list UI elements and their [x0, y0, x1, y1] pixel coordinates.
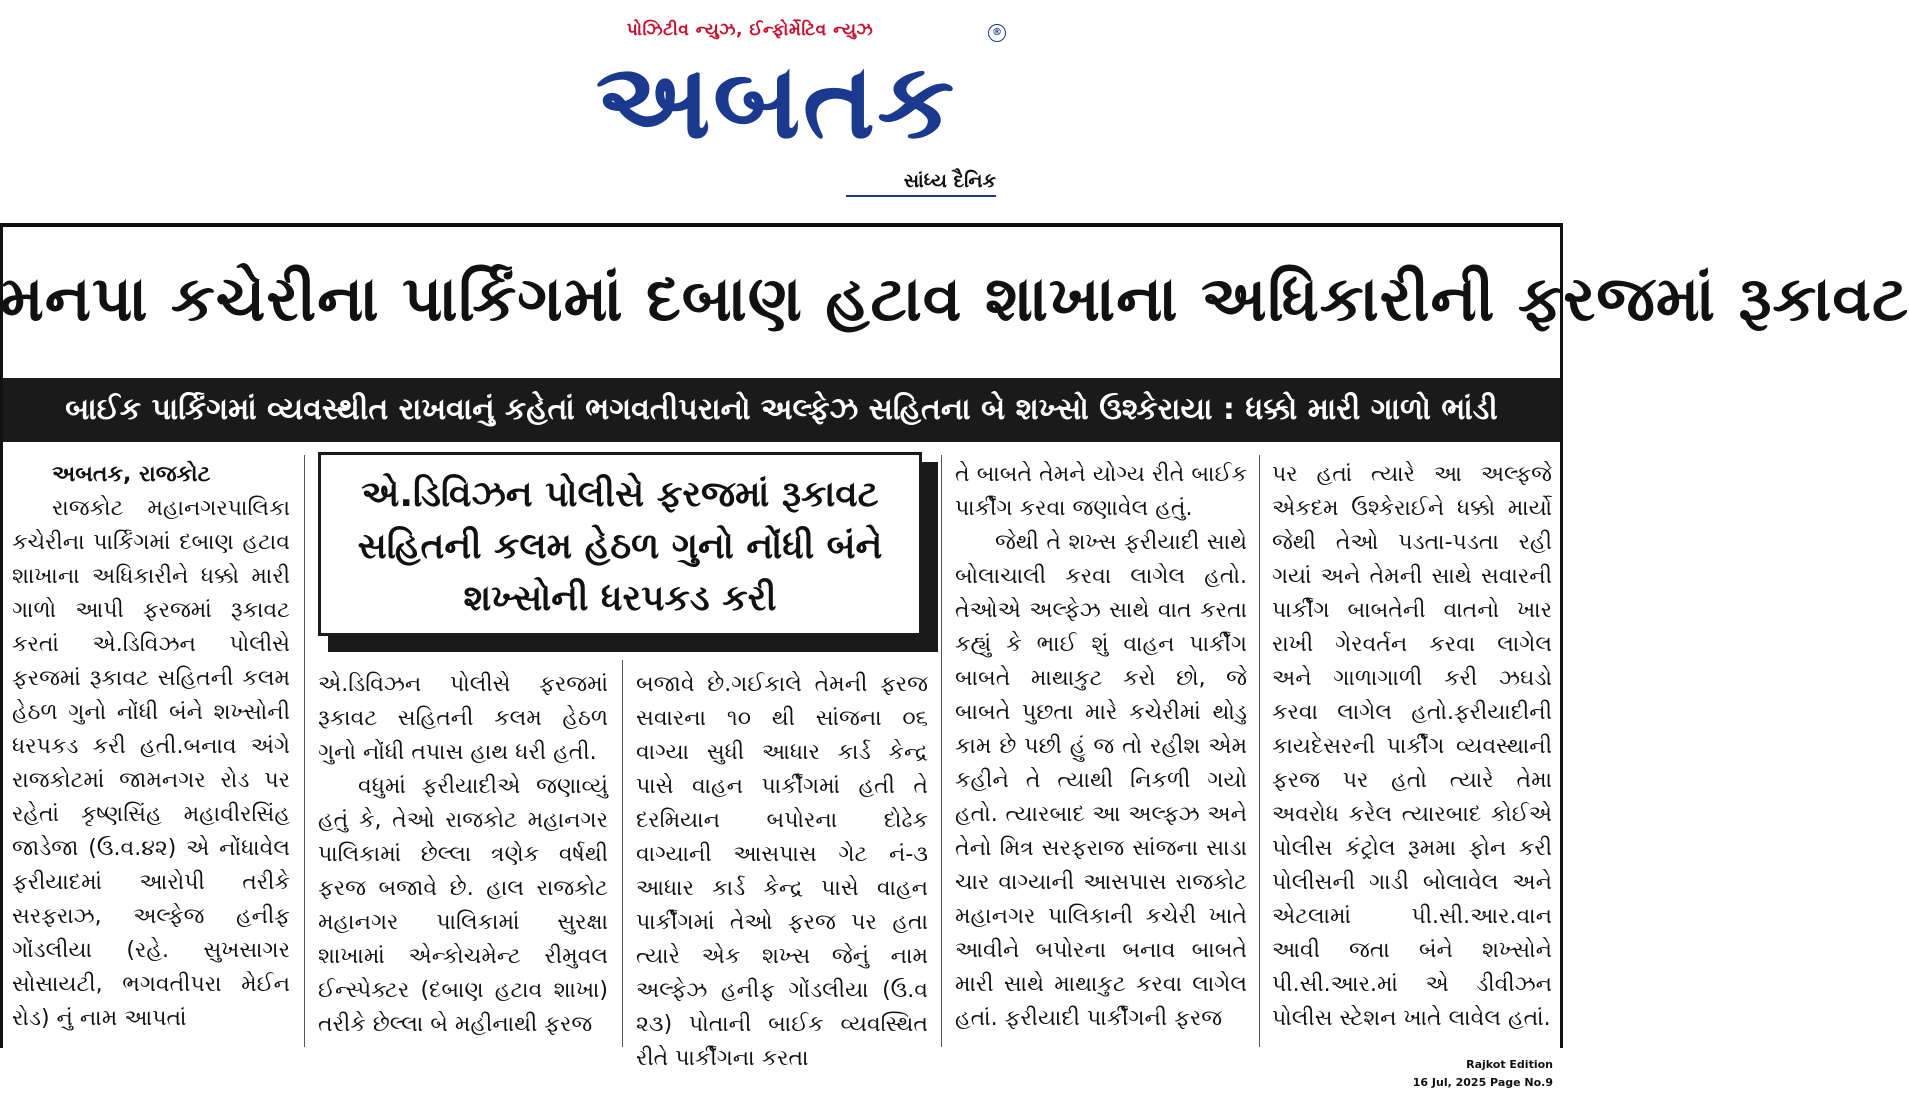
- article-paragraph: એ.ડિવિઝન પોલીસે ફરજમાં રૂકાવટ સહિતની કલમ હેઠળ ગુનો નોંધી તપાસ હાથ ધરી હતી.: [318, 672, 608, 765]
- column-divider: [304, 455, 305, 1047]
- article-column-2: [318, 668, 608, 1042]
- article-headline: મનપા કચેરીના પાર્કિંગમાં દબાણ હટાવ શાખાના અધિકારીની ફરજમાં રૂકાવટ: [0, 262, 1909, 335]
- masthead: [0, 0, 1563, 215]
- column-divider: [1259, 455, 1260, 1047]
- article-paragraph: તે બાબતે તેમને યોગ્ય રીતે બાઈક પાર્કીંગ કરવા જણાવેલ હતું.: [955, 462, 1247, 521]
- newspaper-logo: અબતક: [595, 40, 957, 162]
- article-paragraph: રાજકોટ મહાનગરપાલિકા કચેરીના પાર્કિંગમાં દબાણ હટાવ શાખાના અધિકારીને ધક્કો મારી ગાળો આપી ફરજમાં રૂકાવટ કરતાં એ.ડિવિઝન પોલીસે ફરજમાં રૂકાવટ સહિતની કલમ હેઠળ ગુનો નોંધી બંને શખ્સોની ધરપકડ કરી હતી.બનાવ અંગે રાજકોટમાં જામનગર રોડ પર રહેતાં કૃષ્ણસિંહ મહાવીરસિંહ જાડેજા (ઉ.વ.૪૨) એ નોંધાવેલ ફરીયાદમાં આરોપી તરીકે સરફરાઝ, અલ્ફેજ હનીફ ગોંડલીયા (રહે. સુખસાગર સોસાયટી, ભગવતીપરા મેઈન રોડ) નું નામ આપતાં: [12, 496, 290, 1031]
- article-paragraph: બજાવે છે.ગઈકાલે તેમની ફરજ સવારના ૧૦ થી સાંજના ૦૬ વાગ્યા સુધી આધાર કાર્ડ કેન્દ્ર પાસે વાહન પાર્કીંગમાં હતી તે દરમિયાન બપોરના દોઢેક વાગ્યાની આસપાસ ગેટ નં-૩ આધાર કાર્ડ કેન્દ્ર પાસે વાહન પાર્કીંગમાં તેઓ ફરજ પર હતા ત્યારે એક શખ્સ જેનું નામ અલ્ફેઝ હનીફ ગોંડલીયા (ઉ.વ ૨૩) પોતાની બાઈક વ્યવસ્થિત રીતે પાર્કીંગના કરતા: [636, 672, 928, 1071]
- masthead-subbrand: સાંધ્ય દૈનિક: [846, 170, 996, 197]
- column-divider: [941, 455, 942, 1047]
- article-paragraph: જેથી તે શખ્સ ફરીયાદી સાથે બોલાચાલી કરવા લાગેલ હતો. તેઓએ અલ્ફેઝ સાથે વાત કરતા કહ્યું કે ભાઈ શું વાહન પાર્કીંગ બાબતે માથાકુટ કરો છો, જે બાબતે પુછતા મારે કચેરીમાં થોડુ કામ છે પછી હું જ તો રહીશ એમ કહીને તે ત્યાથી નિકળી ગયો હતો. ત્યારબાદ આ અલ્ફઝ અને તેનો મિત્ર સરફરાજ સાંજના સાડા ચાર વાગ્યાની આસપાસ રાજકોટ મહાનગર પાલિકાની કચેરી ખાતે આવીને બપોરના બનાવ બાબતે મારી સાથે માથાકુટ કરવા લાગેલ હતાં. ફરીયાદી પાર્કીંગની ફરજ: [955, 530, 1247, 1031]
- article-column-3: [636, 668, 928, 1076]
- article-column-4: [955, 458, 1247, 1036]
- article-paragraph: વધુમાં ફરીયાદીએ જણાવ્યું હતું કે, તેઓ રાજકોટ મહાનગર પાલિકામાં છેલ્લા ત્રણેક વર્ષથી ફરજ બજાવે છે. હાલ રાજકોટ મહાનગર પાલિકામાં સુરક્ષા શાખામાં એન્કોચમેન્ટ રીમુવલ ઈન્સ્પેક્ટર (દબાણ હટાવ શાખા) તરીકે છેલ્લા બે મહીનાથી ફરજ: [318, 774, 608, 1037]
- edition-info: [1413, 1056, 1553, 1092]
- registered-mark-icon: ®: [988, 24, 1006, 42]
- article-dateline: અબતક, રાજકોટ: [52, 462, 211, 487]
- highlight-box: એ.ડિવિઝન પોલીસે ફરજમાં રૂકાવટ સહિતની કલમ હેઠળ ગુનો નોંધી બંને શખ્સોની ધરપકડ કરી: [318, 452, 922, 636]
- masthead-tagline: પોઝિટીવ ન્યુઝ, ઈન્ફોર્મેટિવ ન્યુઝ: [626, 20, 874, 40]
- article-paragraph: પર હતાં ત્યારે આ અલ્ફજે એકદમ ઉશ્કેરાઈને ધક્કો માર્યો જેથી તેઓ પડતા-પડતા રહી ગયાં અને તેમની સાથે સવારની પાર્કીંગ બાબતેની વાતનો ખાર રાખી ગેરવર્તન કરવા લાગેલ અને ગાળાગાળી કરી ઝઘડો કરવા લાગેલ હતો.ફરીયાદીની કાયદેસરની પાર્કીંગ વ્યવસ્થાની ફરજ પર હતો ત્યારે તેમા અવરોધ કરેલ ત્યારબાદ કોઈએ પોલીસ કંટ્રોલ રૂમમા ફોન કરી પોલીસની ગાડી બોલાવેલ અને એટલામાં પી.સી.આર.વાન આવી જતા બંને શખ્સોને પી.સી.આર.માં એ ડીવીઝન પોલીસ સ્ટેશન ખાતે લાવેલ હતાં.: [1272, 462, 1552, 1031]
- edition-name: Rajkot Edition: [1466, 1058, 1553, 1071]
- article-column-5: [1272, 458, 1552, 1036]
- column-divider: [622, 660, 623, 1047]
- edition-date-page: 16 Jul, 2025 Page No.9: [1412, 1076, 1553, 1089]
- article-subheadline: બાઈક પાર્કિંગમાં વ્યવસ્થીત રાખવાનું કહેતાં ભગવતીપરાનો અલ્ફેઝ સહિતના બે શખ્સો ઉશ્કેરાયા : ધક્કો મારી ગાળો ભાંડી: [3, 378, 1560, 442]
- article-column-1: [12, 458, 290, 1036]
